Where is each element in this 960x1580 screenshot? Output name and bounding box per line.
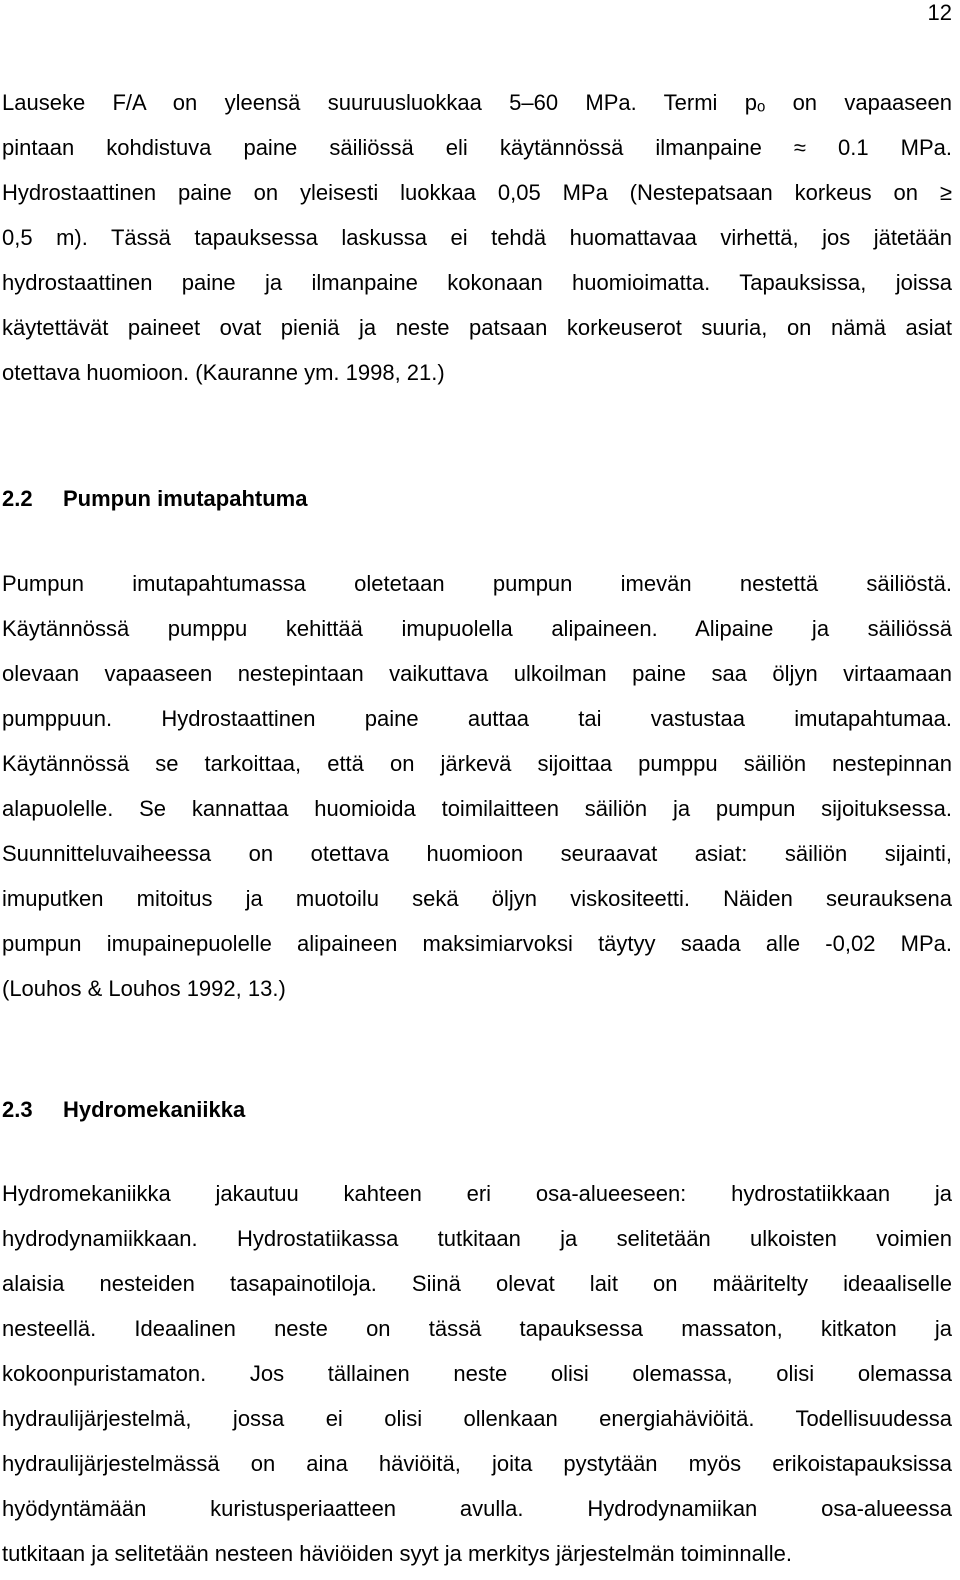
text-line: hydraulijärjestelmässä on aina häviöitä, joita pystytään myös erikoistapauksissa <box>2 1451 952 1476</box>
text-line: Pumpun imutapahtumassa oletetaan pumpun imevän nestettä säiliöstä. <box>2 571 952 596</box>
paragraph-pressure-terms <box>2 80 952 395</box>
text-line: Suunnitteluvaiheessa on otettava huomioon seuraavat asiat: säiliön sijainti, <box>2 841 952 866</box>
section-title: Pumpun imutapahtuma <box>63 486 308 511</box>
text-line: hydrodynamiikkaan. Hydrostatiikassa tutkitaan ja selitetään ulkoisten voimien <box>2 1226 952 1251</box>
text-line: pintaan kohdistuva paine säiliössä eli käytännössä ilmanpaine ≈ 0.1 MPa. <box>2 135 952 160</box>
text-line: tutkitaan ja selitetään nesteen häviöiden syyt ja merkitys järjestelmän toiminnalle. <box>2 1541 792 1566</box>
text-line: nesteellä. Ideaalinen neste on tässä tapauksessa massaton, kitkaton ja <box>2 1316 952 1341</box>
section-number: 2.2 <box>2 486 33 511</box>
text-line: alaisia nesteiden tasapainotiloja. Siinä olevat lait on määritelty ideaaliselle <box>2 1271 952 1296</box>
text-line: imuputken mitoitus ja muotoilu sekä öljyn viskositeetti. Näiden seurauksena <box>2 886 952 911</box>
text-line: käytettävät paineet ovat pieniä ja neste patsaan korkeuserot suuria, on nämä asiat <box>2 315 952 340</box>
text-line: alapuolelle. Se kannattaa huomioida toimilaitteen säiliön ja pumpun sijoituksessa. <box>2 796 952 821</box>
paragraph-hydromechanics <box>2 1171 952 1576</box>
text-line: Lauseke F/A on yleensä suuruusluokkaa 5–60 MPa. Termi pₒ on vapaaseen <box>2 90 952 115</box>
section-title: Hydromekaniikka <box>63 1097 246 1122</box>
text-line: hyödyntämään kuristusperiaatteen avulla. Hydrodynamiikan osa-alueessa <box>2 1496 952 1521</box>
text-line: (Louhos & Louhos 1992, 13.) <box>2 976 286 1001</box>
page-number: 12 <box>927 0 952 25</box>
text-line: pumppuun. Hydrostaattinen paine auttaa tai vastustaa imutapahtumaa. <box>2 706 952 731</box>
text-line: Käytännössä pumppu kehittää imupuolella alipaineen. Alipaine ja säiliössä <box>2 616 952 641</box>
text-line: hydraulijärjestelmä, jossa ei olisi ollenkaan energiahäviöitä. Todellisuudessa <box>2 1406 952 1431</box>
section-heading-2-2 <box>2 484 307 514</box>
text-line: 0,5 m). Tässä tapauksessa laskussa ei tehdä huomattavaa virhettä, jos jätetään <box>2 225 952 250</box>
text-line: hydrostaattinen paine ja ilmanpaine kokonaan huomioimatta. Tapauksissa, joissa <box>2 270 952 295</box>
text-line: Käytännössä se tarkoittaa, että on järkevä sijoittaa pumppu säiliön nestepinnan <box>2 751 952 776</box>
section-number: 2.3 <box>2 1097 33 1122</box>
text-line: Hydromekaniikka jakautuu kahteen eri osa-alueeseen: hydrostatiikkaan ja <box>2 1181 952 1206</box>
text-line: pumpun imupainepuolelle alipaineen maksimiarvoksi täytyy saada alle -0,02 MPa. <box>2 931 952 956</box>
text-line: kokoonpuristamaton. Jos tällainen neste olisi olemassa, olisi olemassa <box>2 1361 952 1386</box>
text-line: olevaan vapaaseen nestepintaan vaikuttava ulkoilman paine saa öljyn virtaamaan <box>2 661 952 686</box>
text-line: Hydrostaattinen paine on yleisesti luokkaa 0,05 MPa (Nestepatsaan korkeus on ≥ <box>2 180 952 205</box>
text-line: otettava huomioon. (Kauranne ym. 1998, 21.) <box>2 360 445 385</box>
section-heading-2-3 <box>2 1095 245 1125</box>
paragraph-pump-suction <box>2 561 952 1011</box>
